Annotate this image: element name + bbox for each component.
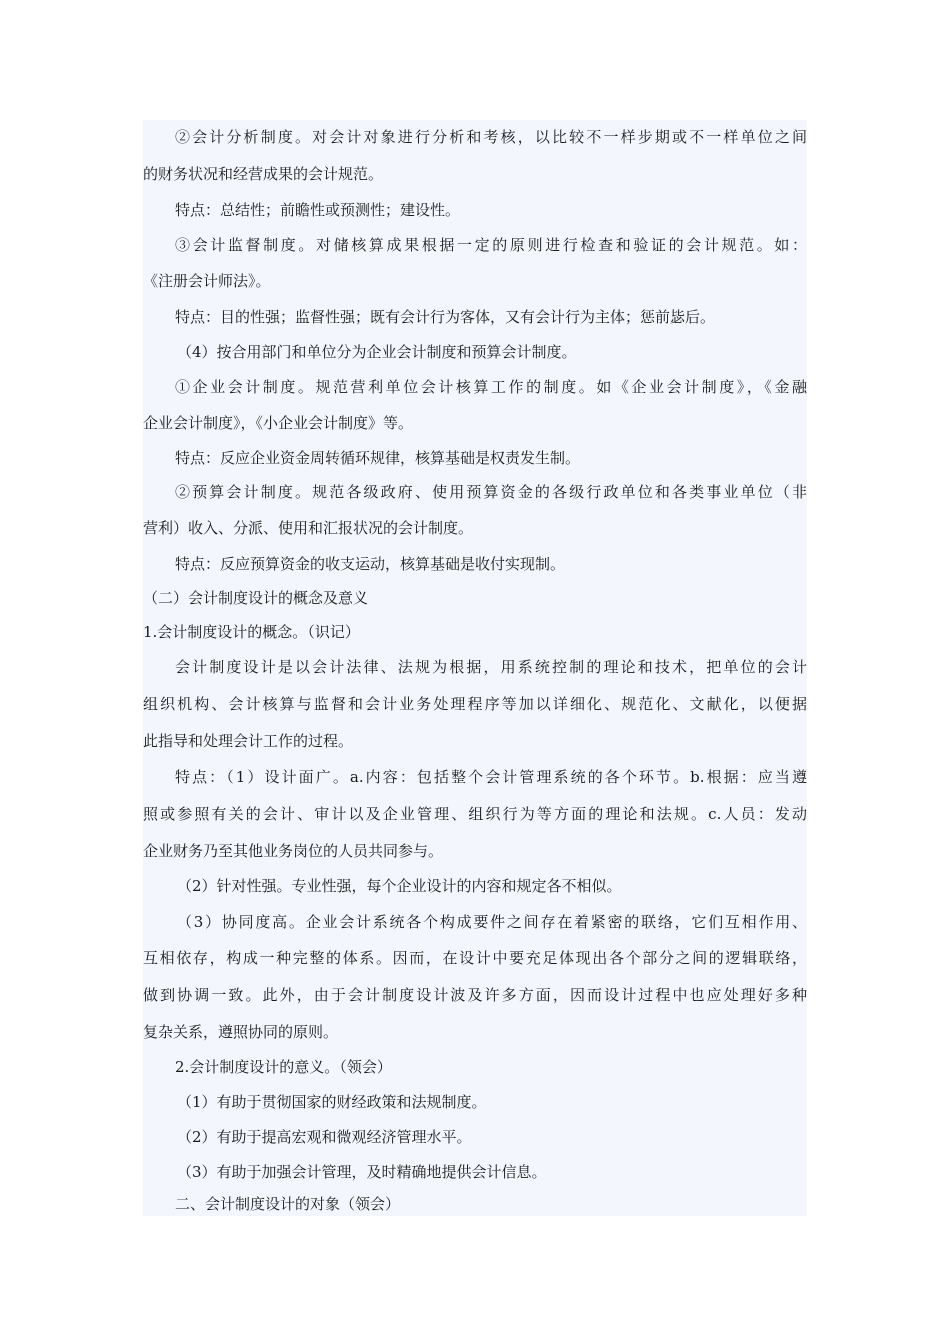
paragraph-line: （3）协同度高。企业会计系统各个构成要件之间存在着紧密的联络，它们互相作用、	[177, 913, 807, 931]
paragraph-line: ①企业会计制度。规范营利单位会计核算工作的制度。如《企业会计制度》，《金融	[175, 378, 807, 396]
paragraph-line: 营利）收入、分派、使用和汇报状况的会计制度。	[143, 519, 474, 537]
section-heading: （4）按合用部门和单位分为企业会计制度和预算会计制度。	[177, 343, 577, 361]
section-heading: 二、会计制度设计的对象（领会）	[175, 1195, 401, 1213]
paragraph-line: 特点：反应企业资金周转循环规律，核算基础是权责发生制。	[175, 449, 581, 467]
paragraph-line: 的财务状况和经营成果的会计规范。	[143, 165, 384, 183]
paragraph-line: （2）针对性强。专业性强，每个企业设计的内容和规定各不相似。	[177, 877, 622, 895]
paragraph-line: 复杂关系，遵照协同的原则。	[143, 1023, 339, 1041]
paragraph-line: 照或参照有关的会计、审计以及企业管理、组织行为等方面的理论和法规。c.人员：发动	[143, 805, 807, 823]
paragraph-line: ②会计分析制度。对会计对象进行分析和考核，以比较不一样步期或不一样单位之间	[175, 128, 807, 146]
paragraph-line: 组织机构、会计核算与监督和会计业务处理程序等加以详细化、规范化、文献化，以便据	[143, 695, 807, 713]
paragraph-line: 此指导和处理会计工作的过程。	[143, 732, 354, 750]
paragraph-line: 会计制度设计是以会计法律、法规为根据，用系统控制的理论和技术，把单位的会计	[175, 658, 807, 676]
paragraph-line: 《注册会计师法》。	[143, 272, 271, 290]
paragraph-line: 特点：（1）设计面广。a.内容：包括整个会计管理系统的各个环节。b.根据：应当遵	[175, 768, 807, 786]
section-heading: 2.会计制度设计的意义。（领会）	[175, 1058, 392, 1076]
section-heading: 1.会计制度设计的概念。（识记）	[143, 623, 360, 641]
paragraph-line: 企业财务乃至其他业务岗位的人员共同参与。	[143, 842, 444, 860]
paragraph-line: 特点：目的性强；监督性强；既有会计行为客体，又有会计行为主体；惩前毖后。	[175, 308, 716, 326]
paragraph-line: 特点：反应预算资金的收支运动，核算基础是收付实现制。	[175, 555, 566, 573]
paragraph-line: ②预算会计制度。规范各级政府、使用预算资金的各级行政单位和各类事业单位（非	[175, 483, 807, 501]
paragraph-line: 特点：总结性；前瞻性或预测性；建设性。	[175, 201, 461, 219]
list-item: （2）有助于提高宏观和微观经济管理水平。	[177, 1128, 472, 1146]
section-heading: （二）会计制度设计的概念及意义	[143, 589, 369, 607]
paragraph-line: ③会计监督制度。对储核算成果根据一定的原则进行检查和验证的会计规范。如：	[175, 236, 807, 254]
list-item: （3）有助于加强会计管理，及时精确地提供会计信息。	[177, 1163, 547, 1181]
document-text-block	[143, 120, 807, 1216]
paragraph-line: 企业会计制度》，《小企业会计制度》等。	[143, 414, 414, 432]
paragraph-line: 互相依存，构成一种完整的体系。因而，在设计中要充足体现出各个部分之间的逻辑联络，	[143, 949, 807, 967]
list-item: （1）有助于贯彻国家的财经政策和法规制度。	[177, 1093, 487, 1111]
paragraph-line: 做到协调一致。此外，由于会计制度设计波及许多方面，因而设计过程中也应处理好多种	[143, 986, 807, 1004]
